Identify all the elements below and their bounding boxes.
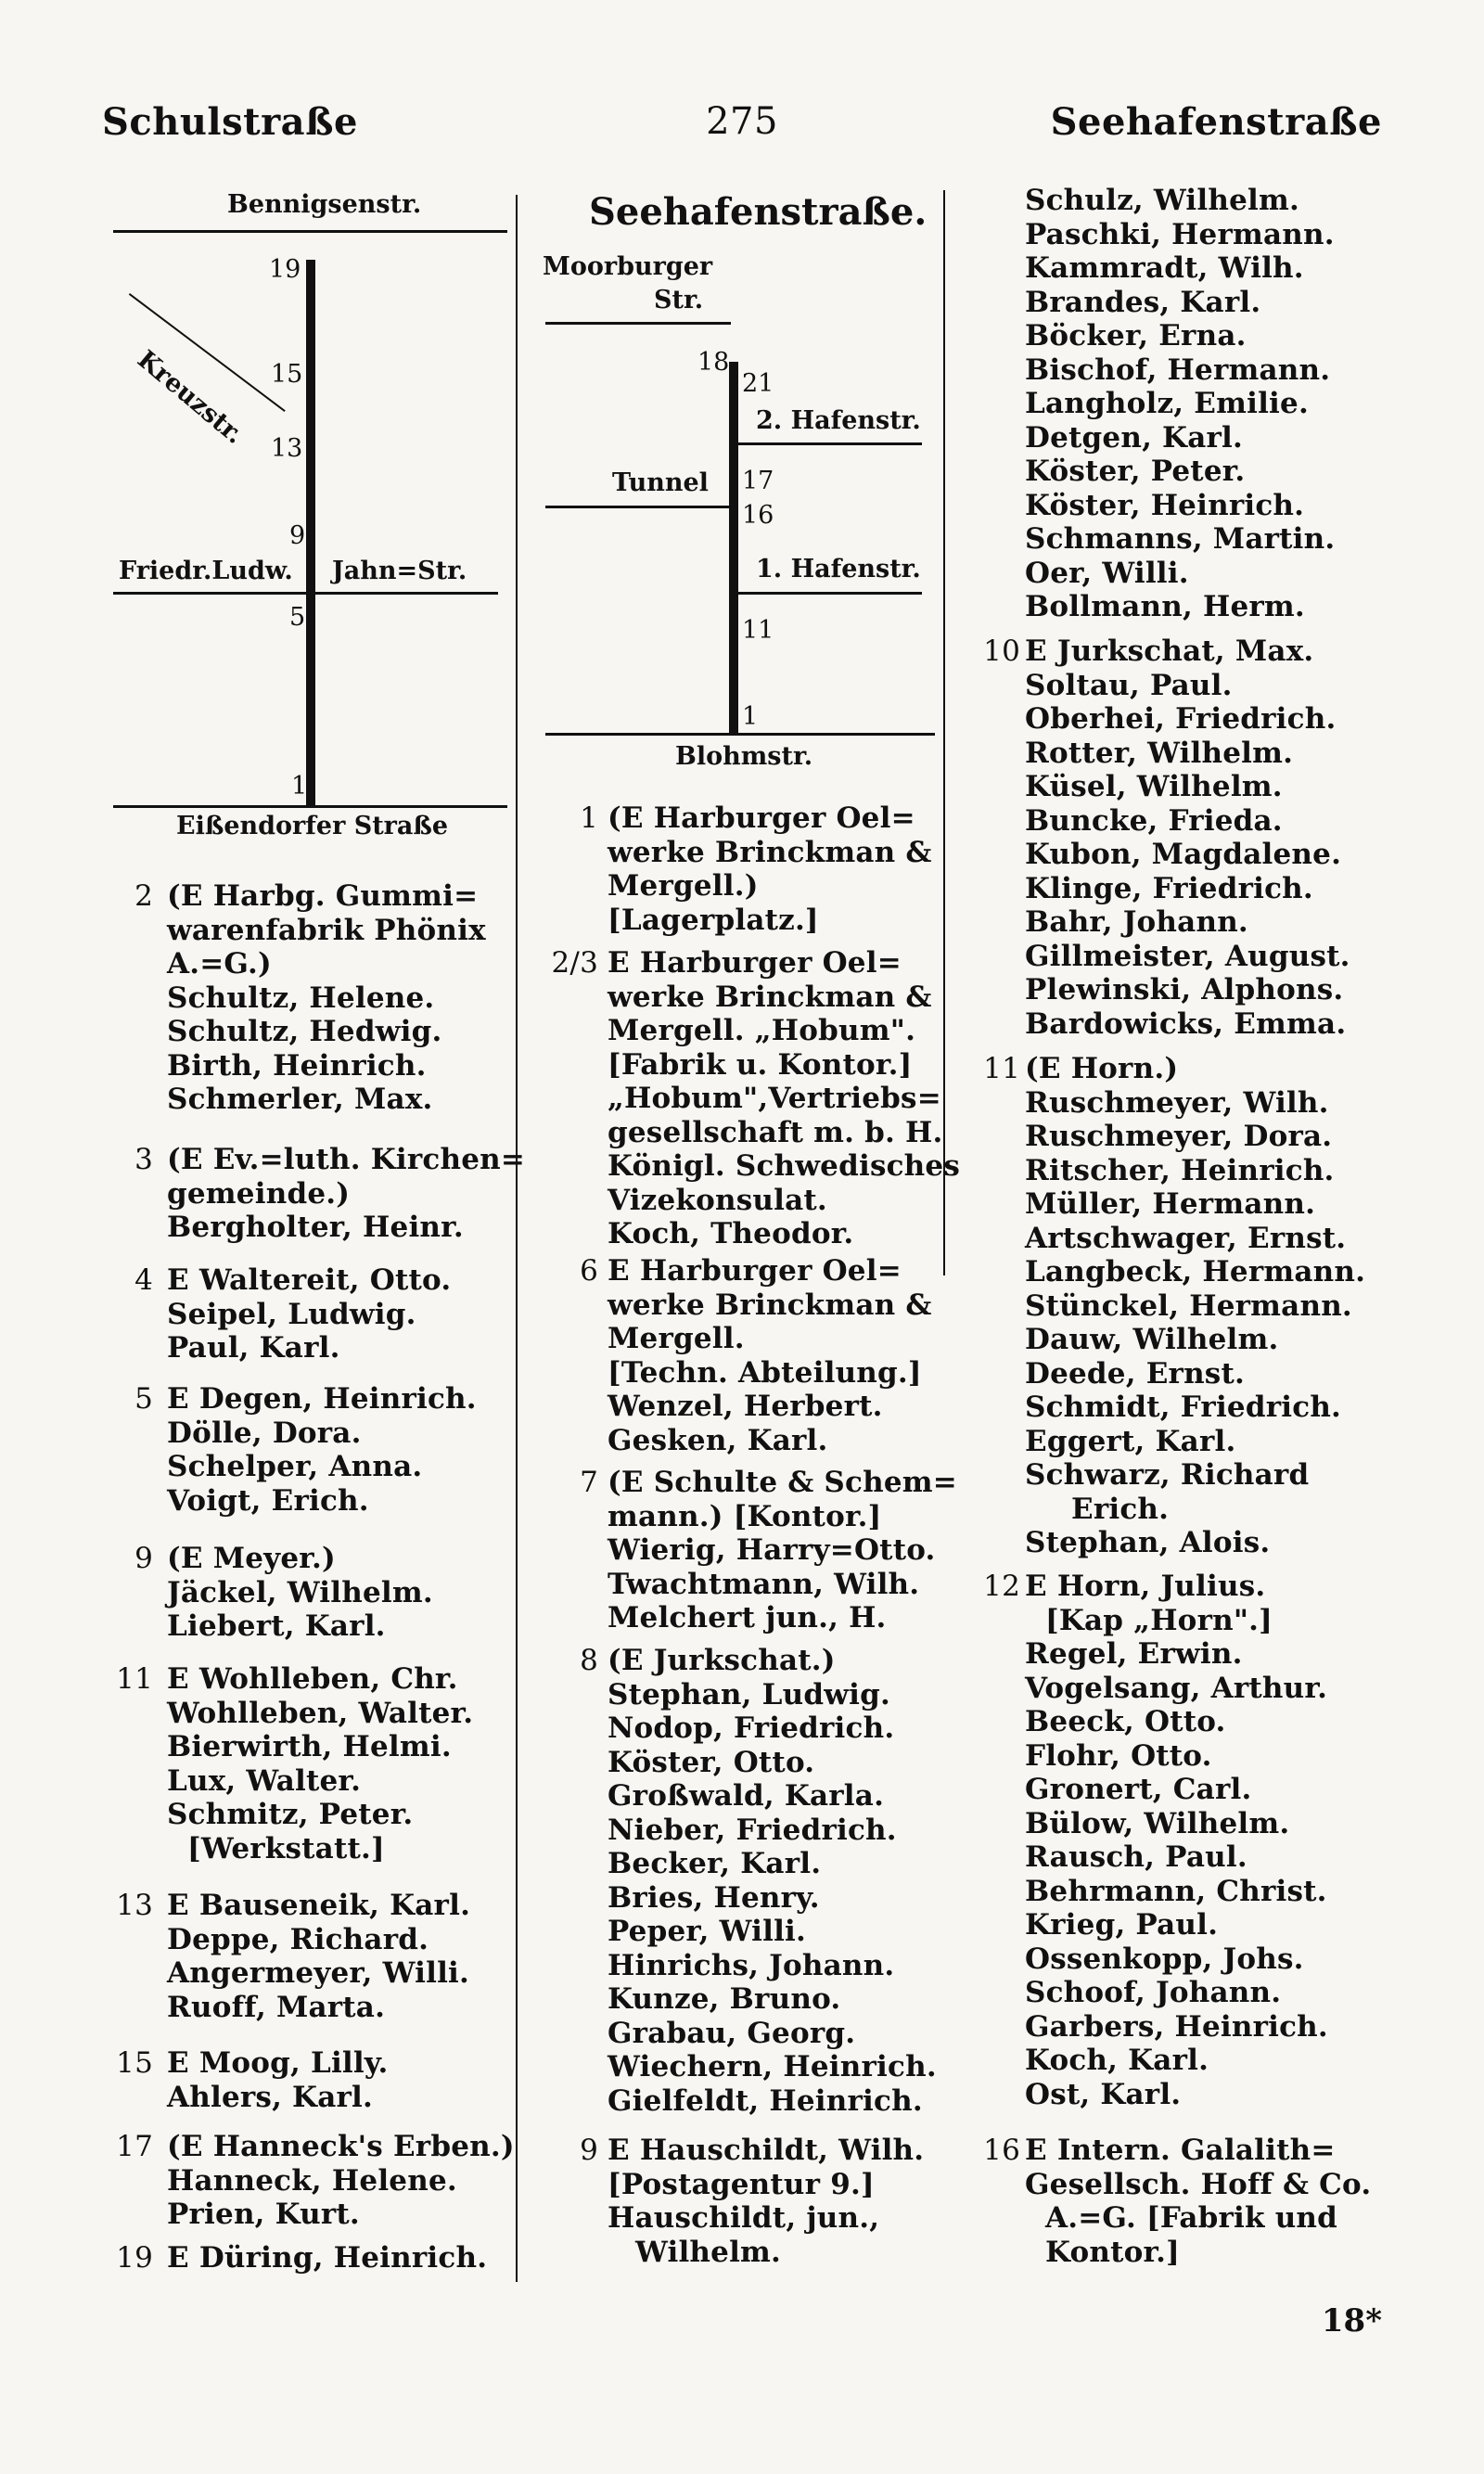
entry-line: Paul, Karl. <box>167 1331 340 1365</box>
house-number: 19 <box>116 2241 153 2275</box>
entry-line: Schmitz, Peter. <box>167 1798 414 1831</box>
entry-line: (E Ev.=luth. Kirchen= <box>167 1143 526 1176</box>
entry-line: Böcker, Erna. <box>1025 319 1247 353</box>
house-number: 11 <box>116 1662 153 1696</box>
entry-line: Melchert jun., H. <box>608 1601 887 1634</box>
map2-top-left-street-1: Moorburger <box>543 252 713 281</box>
entry-line: Oberhei, Friedrich. <box>1025 702 1337 736</box>
map1-main-road <box>306 260 315 807</box>
entry-line: Lux, Walter. <box>167 1763 362 1798</box>
entry-line: Langbeck, Hermann. <box>1025 1255 1366 1288</box>
entry-line: (E Hanneck's Erben.) <box>167 2130 515 2163</box>
entry-line: Schmerler, Max. <box>167 1083 433 1116</box>
entry-line: Beeck, Otto. <box>1025 1705 1226 1738</box>
entry-line: werke Brinckman & <box>608 835 932 869</box>
entry-line: Nodop, Friedrich. <box>608 1711 895 1745</box>
map2-house-number: 16 <box>742 501 774 530</box>
entry-line: Kammradt, Wilh. <box>1025 251 1304 285</box>
house-number: 11 <box>983 1052 1020 1085</box>
map1-diag-street: Kreuzstr. <box>132 345 249 450</box>
entry-line: Köster, Otto. <box>608 1745 815 1779</box>
entry-line: werke Brinckman & <box>608 980 932 1014</box>
entry-line: „Hobum",Vertriebs= <box>608 1082 941 1115</box>
entry-line: Dauw, Wilhelm. <box>1025 1323 1279 1356</box>
entry-line: Langholz, Emilie. <box>1025 387 1309 420</box>
entry-line: E Intern. Galalith= <box>1025 2134 1336 2167</box>
entry-line: E Moog, Lilly. <box>167 2046 389 2080</box>
entry-line: Regel, Erwin. <box>1025 1637 1243 1671</box>
entry-line: Rotter, Wilhelm. <box>1025 736 1294 770</box>
running-header-left: Schulstraße <box>102 100 358 144</box>
map1-house-number: 9 <box>289 521 306 550</box>
house-number: 2 <box>134 879 153 913</box>
entry-line: Müller, Hermann. <box>1025 1187 1316 1221</box>
entry-line: gemeinde.) <box>167 1176 351 1211</box>
running-header-right: Seehafenstraße <box>1050 100 1382 144</box>
entry-line: [Techn. Abteilung.] <box>608 1355 922 1390</box>
map1-mid-left-street: Friedr.Ludw. <box>119 557 293 585</box>
entry-line: Bahr, Johann. <box>1025 905 1248 939</box>
entry-line: Kubon, Magdalene. <box>1025 838 1342 871</box>
entry-line: Schulz, Wilhelm. <box>1025 184 1299 217</box>
entry-line: Gronert, Carl. <box>1025 1773 1252 1806</box>
entry-line: E Bauseneik, Karl. <box>167 1889 471 1922</box>
entry-line: (E Horn.) <box>1025 1052 1179 1085</box>
entry-line: E Wohlleben, Chr. <box>167 1662 458 1696</box>
entry-line: Schmanns, Martin. <box>1025 522 1336 556</box>
entry-line: gesellschaft m. b. H. <box>608 1115 943 1149</box>
entry-line: Ritscher, Heinrich. <box>1025 1153 1335 1187</box>
page-number: 275 <box>706 100 778 143</box>
entry-line: Grabau, Georg. <box>608 2016 856 2050</box>
entry-line: E Horn, Julius. <box>1025 1570 1266 1603</box>
entry-line: Twachtmann, Wilh. <box>608 1567 920 1601</box>
entry-line: Köster, Heinrich. <box>1025 488 1305 522</box>
entry-line: Dölle, Dora. <box>167 1416 362 1450</box>
entry-line: E Düring, Heinrich. <box>167 2241 488 2275</box>
entry-line: Kunze, Bruno. <box>608 1982 841 2016</box>
entry-line: Nieber, Friedrich. <box>608 1813 897 1847</box>
entry-line: E Hauschildt, Wilh. <box>608 2134 925 2167</box>
entry-line: [Kap „Horn".] <box>1045 1603 1273 1637</box>
entry-line: Artschwager, Ernst. <box>1025 1221 1347 1255</box>
map1-house-number: 5 <box>289 603 306 632</box>
entry-line: E Waltereit, Otto. <box>167 1263 452 1297</box>
entry-line: (E Harbg. Gummi= <box>167 879 479 913</box>
map1-top-line <box>113 230 507 233</box>
entry-line: Koch, Theodor. <box>608 1217 854 1250</box>
house-number: 6 <box>580 1254 598 1288</box>
entry-line: Bülow, Wilhelm. <box>1025 1806 1290 1840</box>
entry-line: Ruoff, Marta. <box>167 1990 386 2024</box>
entry-line: Wenzel, Herbert. <box>608 1390 883 1423</box>
map1-cross-line <box>113 592 498 595</box>
entry-line: Klinge, Friedrich. <box>1025 871 1313 905</box>
entry-line: Bischof, Hermann. <box>1025 353 1331 387</box>
map2-tunnel-street: Tunnel <box>612 468 709 497</box>
house-number: 9 <box>134 1542 153 1575</box>
entry-line: Gillmeister, August. <box>1025 939 1350 973</box>
entry-line: mann.) [Kontor.] <box>608 1499 882 1533</box>
entry-line: Seipel, Ludwig. <box>167 1297 416 1331</box>
entry-line: Schultz, Helene. <box>167 981 435 1015</box>
entry-line: [Fabrik u. Kontor.] <box>608 1047 913 1082</box>
map2-house-number: 1 <box>742 702 759 731</box>
entry-line: warenfabrik Phönix <box>167 913 486 947</box>
map1-top-street: Bennigsenstr. <box>227 190 422 219</box>
entry-line: Hinrichs, Johann. <box>608 1948 895 1982</box>
entry-line: Jäckel, Wilhelm. <box>167 1575 433 1609</box>
entry-line: E Harburger Oel= <box>608 1254 902 1288</box>
entry-line: Deppe, Richard. <box>167 1922 429 1956</box>
entry-line: Bries, Henry. <box>608 1880 820 1915</box>
entry-line: Prien, Kurt. <box>167 2198 360 2231</box>
map2-house-number: 21 <box>742 369 774 398</box>
entry-line: Schultz, Hedwig. <box>167 1015 442 1048</box>
entry-line: Deede, Ernst. <box>1025 1356 1245 1391</box>
map2-bottom-street: Blohmstr. <box>675 742 813 771</box>
entry-line: Oer, Willi. <box>1025 556 1189 590</box>
entry-line: Ahlers, Karl. <box>167 2080 373 2114</box>
entry-line: Wohlleben, Walter. <box>167 1696 474 1730</box>
entry-line: Flohr, Otto. <box>1025 1738 1212 1773</box>
entry-line: Plewinski, Alphons. <box>1025 973 1344 1006</box>
entry-line: Schwarz, Richard <box>1025 1458 1310 1492</box>
entry-line: Paschki, Hermann. <box>1025 217 1335 251</box>
house-number: 16 <box>983 2134 1020 2167</box>
entry-line: Schelper, Anna. <box>167 1450 423 1483</box>
entry-line: Stünckel, Hermann. <box>1025 1288 1352 1323</box>
entry-line: Wiechern, Heinrich. <box>608 2050 937 2083</box>
map1-bottom-street: Eißendorfer Straße <box>176 812 449 840</box>
house-number: 5 <box>134 1382 153 1416</box>
entry-line: Köster, Peter. <box>1025 455 1246 488</box>
entry-line: E Jurkschat, Max. <box>1025 635 1314 668</box>
entry-line: [Postagentur 9.] <box>608 2167 875 2201</box>
entry-line: Bierwirth, Helmi. <box>167 1730 452 1763</box>
house-number: 10 <box>983 635 1020 668</box>
entry-line: A.=G. [Fabrik und <box>1045 2201 1338 2235</box>
map2-house-number: 18 <box>697 348 730 377</box>
entry-line: (E Meyer.) <box>167 1542 336 1575</box>
entry-line: Mergell. <box>608 1322 745 1355</box>
entry-line: Stephan, Ludwig. <box>608 1677 890 1711</box>
entry-line: Gielfeldt, Heinrich. <box>608 2083 923 2118</box>
entry-line: E Degen, Heinrich. <box>167 1382 477 1416</box>
entry-line: Stephan, Alois. <box>1025 1526 1271 1559</box>
entry-line: Gesken, Karl. <box>608 1423 828 1457</box>
entry-line: Ost, Karl. <box>1025 2077 1182 2111</box>
house-number: 7 <box>580 1466 598 1499</box>
map2-main-road <box>729 362 738 733</box>
entry-line: Rausch, Paul. <box>1025 1840 1247 1874</box>
entry-line: Wilhelm. <box>635 2235 782 2269</box>
house-number: 13 <box>116 1889 153 1922</box>
entry-line: Mergell.) <box>608 869 759 903</box>
entry-line: Detgen, Karl. <box>1025 420 1243 455</box>
entry-line: Peper, Willi. <box>608 1915 807 1948</box>
entry-line: Behrmann, Christ. <box>1025 1874 1327 1908</box>
entry-line: [Werkstatt.] <box>187 1831 385 1865</box>
entry-line: Vizekonsulat. <box>608 1183 827 1217</box>
house-number: 12 <box>983 1570 1020 1603</box>
house-number: 15 <box>116 2046 153 2080</box>
entry-line: [Lagerplatz.] <box>608 903 819 937</box>
entry-line: Angermeyer, Willi. <box>167 1956 470 1990</box>
entry-line: Hanneck, Helene. <box>167 2163 457 2198</box>
entry-line: Ruschmeyer, Dora. <box>1025 1120 1333 1153</box>
entry-line: Großwald, Karla. <box>608 1779 885 1813</box>
entry-line: Gesellsch. Hoff & Co. <box>1025 2167 1372 2201</box>
house-number: 2/3 <box>551 946 598 980</box>
entry-line: Bollmann, Herm. <box>1025 590 1305 623</box>
entry-line: Kontor.] <box>1045 2235 1181 2269</box>
entry-line: Krieg, Paul. <box>1025 1908 1219 1942</box>
house-number: 8 <box>580 1644 598 1677</box>
map1-house-number: 13 <box>271 434 303 463</box>
house-number: 17 <box>116 2130 153 2163</box>
signature-mark: 18* <box>1321 2302 1382 2339</box>
entry-line: Birth, Heinrich. <box>167 1048 427 1083</box>
entry-line: Wierig, Harry=Otto. <box>608 1533 936 1567</box>
entry-line: Eggert, Karl. <box>1025 1424 1236 1458</box>
map2-hafen1-line <box>738 592 922 595</box>
entry-line: Bardowicks, Emma. <box>1025 1006 1347 1041</box>
entry-line: Ruschmeyer, Wilh. <box>1025 1085 1329 1120</box>
section-title: Seehafenstraße. <box>589 190 928 234</box>
entry-line: Schmidt, Friedrich. <box>1025 1391 1342 1424</box>
entry-line: (E Harburger Oel= <box>608 801 915 835</box>
map2-house-number: 17 <box>742 467 774 495</box>
entry-line: (E Schulte & Schem= <box>608 1466 957 1499</box>
entry-line: Erich. <box>1071 1492 1170 1526</box>
map2-top-left-street-2: Str. <box>654 286 704 314</box>
entry-line: Liebert, Karl. <box>167 1609 386 1643</box>
house-number: 3 <box>134 1143 153 1176</box>
entry-line: Bergholter, Heinr. <box>167 1211 464 1244</box>
house-number: 9 <box>580 2134 598 2167</box>
entry-line: Vogelsang, Arthur. <box>1025 1671 1328 1705</box>
entry-line: Brandes, Karl. <box>1025 285 1261 319</box>
map1-house-number: 1 <box>291 772 308 801</box>
map1-house-number: 15 <box>271 360 303 389</box>
entry-line: Küsel, Wilhelm. <box>1025 770 1283 803</box>
map2-hafen2-street: 2. Hafenstr. <box>756 406 921 435</box>
map2-hafen1-street: 1. Hafenstr. <box>756 555 921 583</box>
map2-tunnel-line <box>545 506 729 508</box>
entry-line: Soltau, Paul. <box>1025 668 1233 702</box>
entry-line: A.=G.) <box>167 947 272 981</box>
entry-line: Mergell. „Hobum". <box>608 1014 916 1047</box>
entry-line: Ossenkopp, Johs. <box>1025 1942 1304 1976</box>
entry-line: werke Brinckman & <box>608 1288 932 1322</box>
entry-line: Voigt, Erich. <box>167 1483 369 1518</box>
map2-house-number: 11 <box>742 616 774 645</box>
map2-bottom-line <box>545 733 935 736</box>
entry-line: Koch, Karl. <box>1025 2044 1209 2077</box>
entry-line: Becker, Karl. <box>608 1847 822 1880</box>
entry-line: Buncke, Frieda. <box>1025 803 1283 838</box>
map2-top-line <box>545 322 731 325</box>
map2-hafen2-line <box>738 442 922 445</box>
entry-line: Garbers, Heinrich. <box>1025 2009 1328 2044</box>
house-number: 4 <box>134 1263 153 1297</box>
entry-line: Königl. Schwedisches <box>608 1149 960 1183</box>
entry-line: Schoof, Johann. <box>1025 1976 1282 2009</box>
house-number: 1 <box>580 801 598 835</box>
entry-line: E Harburger Oel= <box>608 946 902 980</box>
map1-mid-right-street: Jahn=Str. <box>332 557 467 585</box>
entry-line: (E Jurkschat.) <box>608 1644 836 1677</box>
map1-house-number: 19 <box>269 255 301 284</box>
entry-line: Hauschildt, jun., <box>608 2201 880 2235</box>
map1-bottom-line <box>113 805 507 808</box>
